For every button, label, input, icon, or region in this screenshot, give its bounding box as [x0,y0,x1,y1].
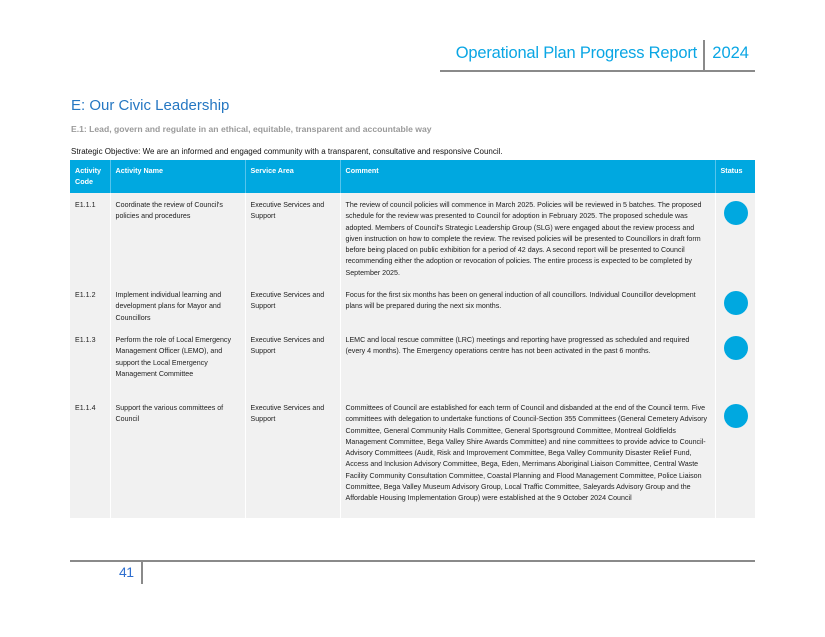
footer-separator [141,562,143,584]
activity-code: E1.1.3 [70,328,110,396]
status-indicator-icon [724,291,748,315]
table-row [70,283,755,328]
comment: LEMC and local rescue committee (LRC) meetings and reporting have progressed as scheduled and required (every 4 months). The Emergency operations centre has not been activated in the past 6 months. [340,328,715,396]
column-header-comment: Comment [340,160,715,193]
service-area: Executive Services and Support [245,328,340,396]
comment: Committees of Council are established for each term of Council and disbanded at the end of the Council term. Five committees with delegation to undertake functions of Council-Section 355 Committees (General Cemetery Advisory Committee, General Community Halls Committee, General Sportsground Committee, Montreal Goldfields Management Committee, Bega Valley Shire Awards Committee) and nine committees to provide advice to Council- Advisory Committees (Audit, Risk and Improvement Committee, Bega Valley Community Disaster Relief Fund, Access and Inclusion Advisory Committee, Bega, Eden, Merrimans Aboriginal Liaison Committee, Central Waste Facility Community Consultation Committee, Coastal Planning and Flood Management Committee, Police Liaison Committee, Bega Valley Museum Advisory Group, Local Traffic Committee, Saleyards Advisory Group and the Affordable Housing Implementation Group) were established at the 9 October 2024 Council [340,396,715,518]
subsection-title: E.1: Lead, govern and regulate in an ethical, equitable, transparent and accountable way [71,124,432,134]
comment: The review of council policies will commence in March 2025. Policies will be reviewed in 5 batches. The proposed schedule for the review was presented to Council for adoption in February 2025. The proposed schedule was adopted. Members of Council's Strategic Leadership Group (SLG) were engaged about the review process and given instruction on how to complete the review. The revised policies will be presented to Councillors in draft form before being placed on public exhibition for a period of 42 days. A second report will be presented to Council recommending either the adoption or revocation of policies. The entire process is expected to be completed by September 2025. [340,193,715,283]
footer-divider [70,560,755,562]
table-row [70,396,755,518]
status-indicator-icon [724,336,748,360]
activity-code: E1.1.4 [70,396,110,518]
status-cell [715,328,755,396]
activity-name: Coordinate the review of Council's policies and procedures [110,193,245,283]
table-header-row [70,160,755,193]
service-area: Executive Services and Support [245,193,340,283]
header-separator [703,40,705,72]
report-title: Operational Plan Progress Report [455,44,697,62]
report-year: 2024 [712,44,749,62]
column-header-status: Status [715,160,755,193]
service-area: Executive Services and Support [245,396,340,518]
page-header [440,42,755,72]
activity-table [70,160,755,518]
activity-code: E1.1.1 [70,193,110,283]
activity-code: E1.1.2 [70,283,110,328]
service-area: Executive Services and Support [245,283,340,328]
column-header-service: Service Area [245,160,340,193]
status-indicator-icon [724,404,748,428]
column-header-code: Activity Code [70,160,110,193]
status-cell [715,283,755,328]
status-cell [715,396,755,518]
column-header-name: Activity Name [110,160,245,193]
table-row [70,328,755,396]
activity-name: Support the various committees of Council [110,396,245,518]
strategic-objective: Strategic Objective: We are an informed and engaged community with a transparent, consultative and responsive Council. [71,147,503,156]
comment: Focus for the first six months has been on general induction of all councillors. Individual Councillor development plans will be prepared during the next six months. [340,283,715,328]
page-number: 41 [119,564,134,580]
table-row [70,193,755,283]
activity-name: Implement individual learning and development plans for Mayor and Councillors [110,283,245,328]
activity-name: Perform the role of Local Emergency Management Officer (LEMO), and support the Local Emergency Management Committee [110,328,245,396]
status-indicator-icon [724,201,748,225]
section-title: E: Our Civic Leadership [71,97,230,114]
status-cell [715,193,755,283]
